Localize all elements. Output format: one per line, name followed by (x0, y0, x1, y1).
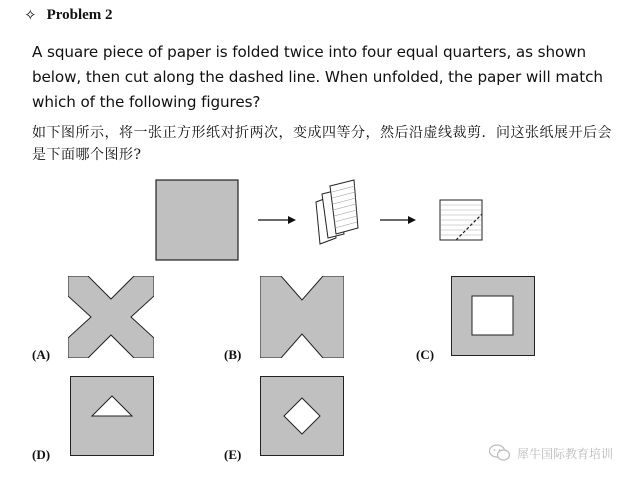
problem-header (24, 6, 113, 24)
watermark (489, 444, 613, 462)
option-e-label: (E) (224, 447, 242, 462)
option-c-label: (C) (416, 347, 435, 362)
folding-diagram (150, 176, 495, 266)
question-chinese: 如下图所示，将一张正方形纸对折两次，变成四等分，然后沿虚线裁剪．问这张纸展开后会是下面哪个图形? (32, 125, 612, 163)
question-english: A square piece of paper is folded twice into four equal quarters, as shown below, then cut along the dashed line. When unfolded, the paper will match which of the following figures? (32, 43, 603, 111)
option-e-figure (260, 376, 344, 456)
wechat-icon (489, 444, 511, 462)
option-d-figure (70, 376, 154, 456)
folded-paper-icon (316, 180, 358, 244)
option-a-figure (68, 276, 154, 358)
folded-square-with-cut-line (440, 200, 482, 240)
arrow-right-icon (380, 216, 416, 224)
original-square (156, 180, 238, 260)
option-b-figure (260, 276, 344, 358)
arrow-right-icon (258, 216, 296, 224)
option-c-figure (451, 276, 535, 356)
option-a-label: (A) (32, 347, 51, 362)
option-b-label: (B) (224, 347, 242, 362)
diamond-star-icon: ✧ (24, 6, 37, 24)
option-d-label: (D) (32, 447, 51, 462)
watermark-text: 犀牛国际教育培训 (516, 446, 613, 461)
problem-title: Problem 2 (46, 6, 113, 23)
